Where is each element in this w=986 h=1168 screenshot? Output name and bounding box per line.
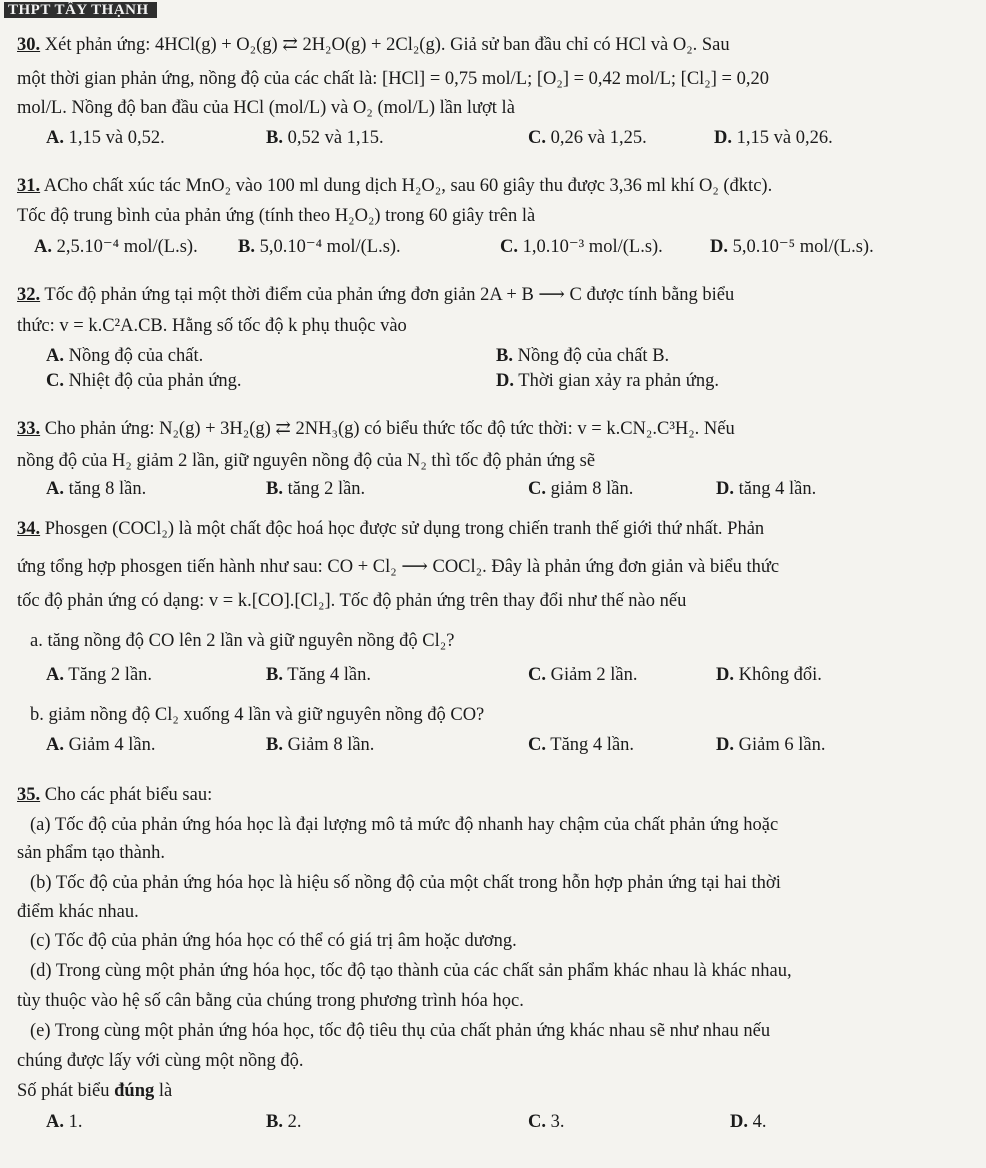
q35-line1 — [17, 784, 212, 806]
q31-option-a[interactable]: A. 2,5.10⁻⁴ mol/(L.s). — [34, 237, 198, 257]
q35-statement-d-2: tùy thuộc vào hệ số cân bằng của chúng trong phương trình hóa học. — [17, 991, 524, 1011]
q35-intro: Cho các phát biểu sau: — [44, 785, 213, 805]
q34a-option-d[interactable]: D. Không đổi. — [716, 665, 822, 685]
q34a-option-c[interactable]: C. Giảm 2 lần. — [528, 665, 638, 685]
q32-option-a[interactable]: A. Nồng độ của chất. — [46, 346, 204, 366]
q34a-option-a[interactable]: A. Tăng 2 lần. — [46, 665, 153, 685]
q35-question: Số phát biểu đúng là — [17, 1081, 173, 1101]
q30-line2: một thời gian phản ứng, nồng độ của các chất là: [HCl] = 0,75 mol/L; [O₂] = 0,42 mol/L; [Cl₂] = 0,20 — [17, 69, 769, 89]
q34b-option-b[interactable]: B. Giảm 8 lần. — [266, 735, 375, 755]
q30-option-b[interactable]: B. 0,52 và 1,15. — [266, 128, 384, 148]
q33-option-c[interactable]: C. giảm 8 lần. — [528, 479, 634, 499]
q34b-option-d[interactable]: D. Giảm 6 lần. — [716, 735, 826, 755]
q30-line3: mol/L. Nồng độ ban đầu của HCl (mol/L) và O₂ (mol/L) lần lượt là — [17, 98, 515, 118]
q33-option-d[interactable]: D. tăng 4 lần. — [716, 479, 817, 499]
q32-option-c[interactable]: C. Nhiệt độ của phản ứng. — [46, 371, 242, 391]
q33-option-b[interactable]: B. tăng 2 lần. — [266, 479, 366, 499]
q31-number: 31. — [17, 176, 41, 196]
q34-stem-1: Phosgen (COCl₂) là một chất độc hoá học được sử dụng trong chiến tranh thế giới thứ nhất. Phản — [44, 519, 765, 539]
q33-number: 33. — [17, 419, 41, 439]
q35-number: 35. — [17, 785, 41, 805]
q35-statement-d-1: (d) Trong cùng một phản ứng hóa học, tốc độ tạo thành của các chất sản phẩm khác nhau là khác nhau, — [30, 961, 792, 981]
q33-stem-1: Cho phản ứng: N₂(g) + 3H₂(g) ⇄ 2NH₃(g) có biểu thức tốc độ tức thời: v = k.CN₂.C³H₂. Nếu — [44, 419, 735, 439]
q31-line1 — [17, 175, 772, 197]
q35-option-a[interactable]: A. 1. — [46, 1112, 83, 1132]
q30-option-d[interactable]: D. 1,15 và 0,26. — [714, 128, 833, 148]
q30-option-a[interactable]: A. 1,15 và 0,52. — [46, 128, 165, 148]
q30-option-c[interactable]: C. 0,26 và 1,25. — [528, 128, 647, 148]
q34a-option-b[interactable]: B. Tăng 4 lần. — [266, 665, 372, 685]
q35-statement-e-2: chúng được lấy với cùng một nồng độ. — [17, 1051, 304, 1071]
q32-line2: thức: v = k.C²A.CB. Hằng số tốc độ k phụ thuộc vào — [17, 316, 407, 336]
q33-line1 — [17, 418, 735, 440]
q33-option-a[interactable]: A. tăng 8 lần. — [46, 479, 147, 499]
q34-line1 — [17, 518, 764, 540]
q32-line1 — [17, 284, 734, 306]
q35-statement-a-1: (a) Tốc độ của phản ứng hóa học là đại lượng mô tả mức độ nhanh hay chậm của chất phản ứng hoặc — [30, 815, 779, 835]
q34-line3: tốc độ phản ứng có dạng: v = k.[CO].[Cl₂]. Tốc độ phản ứng trên thay đổi như thế nào nếu — [17, 591, 687, 611]
q34-number: 34. — [17, 519, 41, 539]
q35-option-b[interactable]: B. 2. — [266, 1112, 302, 1132]
q35-option-d[interactable]: D. 4. — [730, 1112, 767, 1132]
q30-line1 — [17, 34, 730, 56]
q31-line2: Tốc độ trung bình của phản ứng (tính theo H₂O₂) trong 60 giây trên là — [17, 206, 536, 226]
q34b-option-a[interactable]: A. Giảm 4 lần. — [46, 735, 156, 755]
q32-option-b[interactable]: B. Nồng độ của chất B. — [496, 346, 670, 366]
q30-number: 30. — [17, 35, 41, 55]
q33-line2: nồng độ của H₂ giảm 2 lần, giữ nguyên nồng độ của N₂ thì tốc độ phản ứng sẽ — [17, 451, 596, 471]
q30-stem-1: Xét phản ứng: 4HCl(g) + O₂(g) ⇄ 2H₂O(g) + 2Cl₂(g). Giả sử ban đầu chỉ có HCl và O₂. Sau — [44, 35, 730, 55]
q31-option-d[interactable]: D. 5,0.10⁻⁵ mol/(L.s). — [710, 237, 874, 257]
school-header: THPT TÂY THẠNH — [4, 2, 157, 18]
q35-statement-a-2: sản phẩm tạo thành. — [17, 843, 165, 863]
q34b-stem: b. giảm nồng độ Cl₂ xuống 4 lần và giữ nguyên nồng độ CO? — [30, 705, 485, 725]
q31-option-b[interactable]: B. 5,0.10⁻⁴ mol/(L.s). — [238, 237, 401, 257]
q34-line2: ứng tổng hợp phosgen tiến hành như sau: CO + Cl₂ ⟶ COCl₂. Đây là phản ứng đơn giản và biểu thức — [17, 557, 780, 577]
q34a-stem: a. tăng nồng độ CO lên 2 lần và giữ nguyên nồng độ Cl₂? — [30, 631, 455, 651]
q32-stem-1: Tốc độ phản ứng tại một thời điểm của phản ứng đơn giản 2A + B ⟶ C được tính bằng biểu — [44, 285, 735, 305]
q32-option-d[interactable]: D. Thời gian xảy ra phản ứng. — [496, 371, 719, 391]
q34b-option-c[interactable]: C. Tăng 4 lần. — [528, 735, 635, 755]
q35-statement-e-1: (e) Trong cùng một phản ứng hóa học, tốc độ tiêu thụ của chất phản ứng khác nhau sẽ như nhau nếu — [30, 1021, 771, 1041]
q35-statement-b-1: (b) Tốc độ của phản ứng hóa học là hiệu số nồng độ của một chất trong hỗn hợp phản ứng tại hai thời — [30, 873, 781, 893]
q35-statement-b-2: điểm khác nhau. — [17, 902, 139, 922]
q31-stem-1: ACho chất xúc tác MnO₂ vào 100 ml dung dịch H₂O₂, sau 60 giây thu được 3,36 ml khí O₂ (đktc). — [43, 176, 773, 196]
q31-option-c[interactable]: C. 1,0.10⁻³ mol/(L.s). — [500, 237, 663, 257]
q35-statement-c: (c) Tốc độ của phản ứng hóa học có thể có giá trị âm hoặc dương. — [30, 931, 517, 951]
q32-number: 32. — [17, 285, 41, 305]
q35-option-c[interactable]: C. 3. — [528, 1112, 565, 1132]
